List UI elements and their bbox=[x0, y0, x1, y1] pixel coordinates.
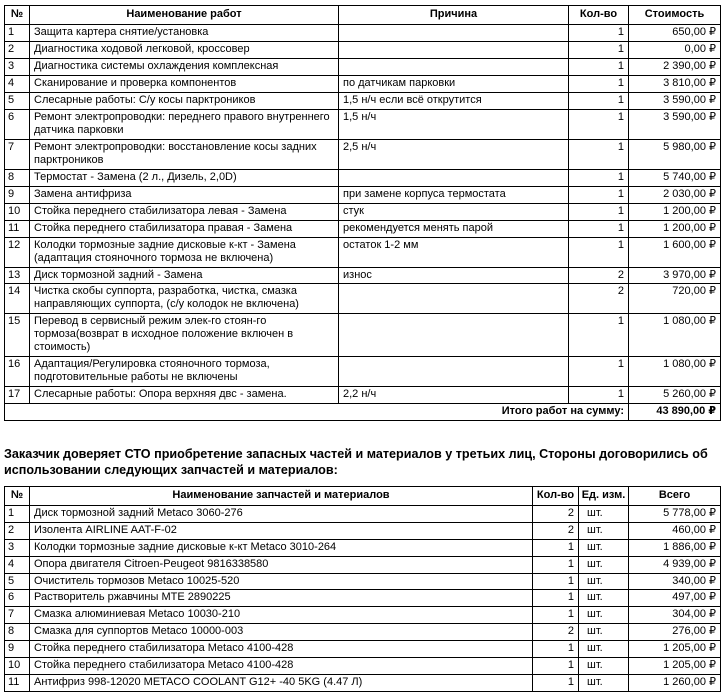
works-table-row bbox=[5, 203, 721, 220]
parts-cell-num: 3 bbox=[5, 539, 30, 556]
parts-table-row bbox=[5, 624, 721, 641]
parts-cell-num: 6 bbox=[5, 590, 30, 607]
works-cell-reason: остаток 1-2 мм bbox=[339, 237, 569, 267]
works-cell-cost: 5 980,00 ₽ bbox=[629, 139, 721, 169]
parts-cell-num: 9 bbox=[5, 641, 30, 658]
parts-table-header bbox=[5, 486, 721, 505]
parts-cell-name: Смазка алюминиевая Metaco 10030-210 bbox=[30, 607, 533, 624]
works-cell-name: Ремонт электропроводки: переднего правого внутреннего датчика парковки bbox=[30, 109, 339, 139]
parts-cell-unit: шт. bbox=[579, 675, 629, 692]
parts-cell-total: 276,00 ₽ bbox=[629, 624, 721, 641]
works-cell-qty: 1 bbox=[569, 58, 629, 75]
parts-cell-qty: 2 bbox=[533, 624, 579, 641]
parts-cell-name: Очиститель тормозов Metaco 10025-520 bbox=[30, 573, 533, 590]
works-cell-num: 10 bbox=[5, 203, 30, 220]
parts-cell-unit: шт. bbox=[579, 607, 629, 624]
works-cell-num: 12 bbox=[5, 237, 30, 267]
works-cell-reason: 2,2 н/ч bbox=[339, 387, 569, 404]
works-table-row bbox=[5, 139, 721, 169]
parts-agreement-text: Заказчик доверяет СТО приобретение запасных частей и материалов у третьих лиц, Стороны договорились об использовании следующих запчастей и материалов: bbox=[4, 447, 708, 477]
parts-cell-name: Диск тормозной задний Metaco 3060-276 bbox=[30, 505, 533, 522]
parts-cell-total: 497,00 ₽ bbox=[629, 590, 721, 607]
parts-table-row bbox=[5, 607, 721, 624]
works-cell-cost: 3 810,00 ₽ bbox=[629, 75, 721, 92]
parts-header-unit: Ед. изм. bbox=[579, 486, 629, 505]
works-table-row bbox=[5, 58, 721, 75]
parts-cell-qty: 1 bbox=[533, 573, 579, 590]
parts-cell-num: 8 bbox=[5, 624, 30, 641]
works-table-row bbox=[5, 24, 721, 41]
works-cell-cost: 2 030,00 ₽ bbox=[629, 186, 721, 203]
works-cell-name: Слесарные работы: Опора верхняя двс - замена. bbox=[30, 387, 339, 404]
works-cell-cost: 1 200,00 ₽ bbox=[629, 203, 721, 220]
works-cell-cost: 3 970,00 ₽ bbox=[629, 267, 721, 284]
works-cell-reason bbox=[339, 41, 569, 58]
parts-cell-num: 7 bbox=[5, 607, 30, 624]
works-cell-num: 11 bbox=[5, 220, 30, 237]
works-cell-name: Диск тормозной задний - Замена bbox=[30, 267, 339, 284]
works-cell-reason bbox=[339, 314, 569, 357]
works-cell-qty: 1 bbox=[569, 75, 629, 92]
works-cell-reason bbox=[339, 24, 569, 41]
works-header-cost: Стоимость bbox=[629, 6, 721, 25]
works-cell-cost: 0,00 ₽ bbox=[629, 41, 721, 58]
works-table-row bbox=[5, 186, 721, 203]
works-cell-cost: 1 080,00 ₽ bbox=[629, 314, 721, 357]
parts-cell-name: Растворитель ржавчины MTE 2890225 bbox=[30, 590, 533, 607]
works-cell-reason: износ bbox=[339, 267, 569, 284]
works-cell-qty: 1 bbox=[569, 109, 629, 139]
works-cell-cost: 5 740,00 ₽ bbox=[629, 169, 721, 186]
works-header-qty: Кол-во bbox=[569, 6, 629, 25]
parts-table-row bbox=[5, 573, 721, 590]
works-cell-name: Замена антифриза bbox=[30, 186, 339, 203]
parts-table-row bbox=[5, 675, 721, 692]
parts-cell-qty: 1 bbox=[533, 658, 579, 675]
parts-cell-qty: 2 bbox=[533, 522, 579, 539]
works-table-row bbox=[5, 109, 721, 139]
parts-cell-name: Стойка переднего стабилизатора Metaco 4100-428 bbox=[30, 641, 533, 658]
works-cell-qty: 1 bbox=[569, 387, 629, 404]
works-cell-qty: 1 bbox=[569, 24, 629, 41]
works-cell-name: Сканирование и проверка компонентов bbox=[30, 75, 339, 92]
works-header-num: № bbox=[5, 6, 30, 25]
parts-cell-total: 460,00 ₽ bbox=[629, 522, 721, 539]
parts-cell-unit: шт. bbox=[579, 658, 629, 675]
parts-cell-name: Изолента AIRLINE AAT-F-02 bbox=[30, 522, 533, 539]
works-cell-reason: 1,5 н/ч если всё открутится bbox=[339, 92, 569, 109]
works-cell-qty: 2 bbox=[569, 267, 629, 284]
works-cell-name: Чистка скобы суппорта, разработка, чистка, смазка направляющих суппорта, (с/у колодок не включена) bbox=[30, 284, 339, 314]
works-cell-qty: 1 bbox=[569, 237, 629, 267]
works-cell-cost: 3 590,00 ₽ bbox=[629, 92, 721, 109]
works-cell-num: 1 bbox=[5, 24, 30, 41]
parts-cell-name: Колодки тормозные задние дисковые к-кт Metaco 3010-264 bbox=[30, 539, 533, 556]
parts-table-row bbox=[5, 641, 721, 658]
parts-cell-qty: 1 bbox=[533, 539, 579, 556]
works-cell-qty: 1 bbox=[569, 41, 629, 58]
works-table-row bbox=[5, 169, 721, 186]
works-table bbox=[4, 5, 721, 421]
works-table-row bbox=[5, 75, 721, 92]
works-table-row bbox=[5, 357, 721, 387]
works-table-row bbox=[5, 314, 721, 357]
parts-cell-unit: шт. bbox=[579, 556, 629, 573]
parts-cell-total: 5 778,00 ₽ bbox=[629, 505, 721, 522]
parts-header-total: Всего bbox=[629, 486, 721, 505]
parts-cell-name: Стойка переднего стабилизатора Metaco 4100-428 bbox=[30, 658, 533, 675]
works-cell-qty: 1 bbox=[569, 314, 629, 357]
works-cell-num: 13 bbox=[5, 267, 30, 284]
parts-cell-unit: шт. bbox=[579, 590, 629, 607]
works-table-row bbox=[5, 220, 721, 237]
works-cell-qty: 1 bbox=[569, 203, 629, 220]
works-cell-qty: 1 bbox=[569, 357, 629, 387]
works-cell-reason: 1,5 н/ч bbox=[339, 109, 569, 139]
works-cell-num: 6 bbox=[5, 109, 30, 139]
parts-table bbox=[4, 486, 721, 692]
works-cell-num: 7 bbox=[5, 139, 30, 169]
parts-cell-unit: шт. bbox=[579, 641, 629, 658]
works-cell-num: 15 bbox=[5, 314, 30, 357]
works-cell-qty: 1 bbox=[569, 186, 629, 203]
works-cell-cost: 650,00 ₽ bbox=[629, 24, 721, 41]
works-header-reason: Причина bbox=[339, 6, 569, 25]
works-cell-cost: 2 390,00 ₽ bbox=[629, 58, 721, 75]
parts-cell-unit: шт. bbox=[579, 505, 629, 522]
works-cell-name: Термостат - Замена (2 л., Дизель, 2,0D) bbox=[30, 169, 339, 186]
parts-cell-num: 1 bbox=[5, 505, 30, 522]
works-cell-name: Диагностика системы охлаждения комплексная bbox=[30, 58, 339, 75]
works-cell-num: 5 bbox=[5, 92, 30, 109]
works-cell-reason bbox=[339, 357, 569, 387]
parts-cell-num: 4 bbox=[5, 556, 30, 573]
works-total-label: Итого работ на сумму: bbox=[5, 404, 629, 421]
parts-cell-qty: 1 bbox=[533, 675, 579, 692]
works-table-row bbox=[5, 92, 721, 109]
parts-cell-qty: 1 bbox=[533, 607, 579, 624]
parts-header-qty: Кол-во bbox=[533, 486, 579, 505]
parts-cell-total: 340,00 ₽ bbox=[629, 573, 721, 590]
parts-table-row bbox=[5, 522, 721, 539]
works-cell-reason: стук bbox=[339, 203, 569, 220]
works-cell-name: Ремонт электропроводки: восстановление косы задних парктроников bbox=[30, 139, 339, 169]
parts-cell-name: Смазка для суппортов Metaco 10000-003 bbox=[30, 624, 533, 641]
works-cell-reason: рекомендуется менять парой bbox=[339, 220, 569, 237]
parts-cell-total: 304,00 ₽ bbox=[629, 607, 721, 624]
parts-cell-total: 4 939,00 ₽ bbox=[629, 556, 721, 573]
parts-cell-unit: шт. bbox=[579, 573, 629, 590]
works-cell-cost: 1 600,00 ₽ bbox=[629, 237, 721, 267]
parts-cell-total: 1 205,00 ₽ bbox=[629, 658, 721, 675]
parts-table-row bbox=[5, 590, 721, 607]
works-cell-qty: 1 bbox=[569, 92, 629, 109]
works-cell-cost: 1 200,00 ₽ bbox=[629, 220, 721, 237]
parts-cell-qty: 1 bbox=[533, 590, 579, 607]
parts-cell-qty: 1 bbox=[533, 641, 579, 658]
works-cell-num: 2 bbox=[5, 41, 30, 58]
works-total-row bbox=[5, 404, 721, 421]
parts-cell-unit: шт. bbox=[579, 522, 629, 539]
parts-header-num: № bbox=[5, 486, 30, 505]
works-total-value: 43 890,00 ₽ bbox=[629, 404, 721, 421]
parts-cell-num: 5 bbox=[5, 573, 30, 590]
parts-cell-qty: 2 bbox=[533, 505, 579, 522]
parts-table-row bbox=[5, 539, 721, 556]
works-cell-reason: при замене корпуса термостата bbox=[339, 186, 569, 203]
works-cell-name: Адаптация/Регулировка стояночного тормоза, подготовительные работы не включены bbox=[30, 357, 339, 387]
works-cell-name: Перевод в сервисный режим элек-го стоян-го тормоза(возврат в исходное положение включен в стоимость) bbox=[30, 314, 339, 357]
works-table-row bbox=[5, 41, 721, 58]
works-cell-num: 17 bbox=[5, 387, 30, 404]
works-cell-num: 8 bbox=[5, 169, 30, 186]
parts-cell-num: 2 bbox=[5, 522, 30, 539]
works-cell-name: Диагностика ходовой легковой, кроссовер bbox=[30, 41, 339, 58]
parts-cell-num: 11 bbox=[5, 675, 30, 692]
works-table-row bbox=[5, 267, 721, 284]
parts-cell-name: Опора двигателя Citroen-Peugeot 9816338580 bbox=[30, 556, 533, 573]
works-cell-qty: 1 bbox=[569, 139, 629, 169]
works-cell-cost: 5 260,00 ₽ bbox=[629, 387, 721, 404]
works-cell-qty: 1 bbox=[569, 220, 629, 237]
works-cell-cost: 720,00 ₽ bbox=[629, 284, 721, 314]
works-cell-name: Колодки тормозные задние дисковые к-кт - Замена (адаптация стояночного тормоза не включена) bbox=[30, 237, 339, 267]
works-cell-qty: 2 bbox=[569, 284, 629, 314]
works-cell-reason bbox=[339, 58, 569, 75]
parts-header-name: Наименование запчастей и материалов bbox=[30, 486, 533, 505]
works-cell-reason bbox=[339, 284, 569, 314]
works-cell-reason: по датчикам парковки bbox=[339, 75, 569, 92]
works-cell-num: 9 bbox=[5, 186, 30, 203]
works-cell-qty: 1 bbox=[569, 169, 629, 186]
parts-cell-unit: шт. bbox=[579, 624, 629, 641]
works-table-row bbox=[5, 284, 721, 314]
works-cell-cost: 1 080,00 ₽ bbox=[629, 357, 721, 387]
parts-cell-num: 10 bbox=[5, 658, 30, 675]
works-cell-reason: 2,5 н/ч bbox=[339, 139, 569, 169]
parts-table-row bbox=[5, 658, 721, 675]
parts-cell-name: Антифриз 998-12020 METACO COOLANT G12+ -40 5KG (4.47 Л) bbox=[30, 675, 533, 692]
works-table-header bbox=[5, 6, 721, 25]
works-table-row bbox=[5, 387, 721, 404]
works-table-row bbox=[5, 237, 721, 267]
parts-cell-unit: шт. bbox=[579, 539, 629, 556]
parts-cell-total: 1 886,00 ₽ bbox=[629, 539, 721, 556]
works-cell-num: 16 bbox=[5, 357, 30, 387]
parts-cell-total: 1 205,00 ₽ bbox=[629, 641, 721, 658]
works-cell-num: 3 bbox=[5, 58, 30, 75]
works-cell-reason bbox=[339, 169, 569, 186]
parts-table-row bbox=[5, 505, 721, 522]
parts-cell-qty: 1 bbox=[533, 556, 579, 573]
parts-cell-total: 1 260,00 ₽ bbox=[629, 675, 721, 692]
works-header-name: Наименование работ bbox=[30, 6, 339, 25]
works-table-body bbox=[5, 24, 721, 403]
works-cell-name: Слесарные работы: С/у косы парктроников bbox=[30, 92, 339, 109]
parts-table-row bbox=[5, 556, 721, 573]
works-cell-name: Стойка переднего стабилизатора левая - Замена bbox=[30, 203, 339, 220]
works-cell-num: 14 bbox=[5, 284, 30, 314]
parts-table-body bbox=[5, 505, 721, 692]
works-cell-num: 4 bbox=[5, 75, 30, 92]
works-cell-name: Стойка переднего стабилизатора правая - Замена bbox=[30, 220, 339, 237]
works-cell-name: Защита картера снятие/установка bbox=[30, 24, 339, 41]
works-cell-cost: 3 590,00 ₽ bbox=[629, 109, 721, 139]
